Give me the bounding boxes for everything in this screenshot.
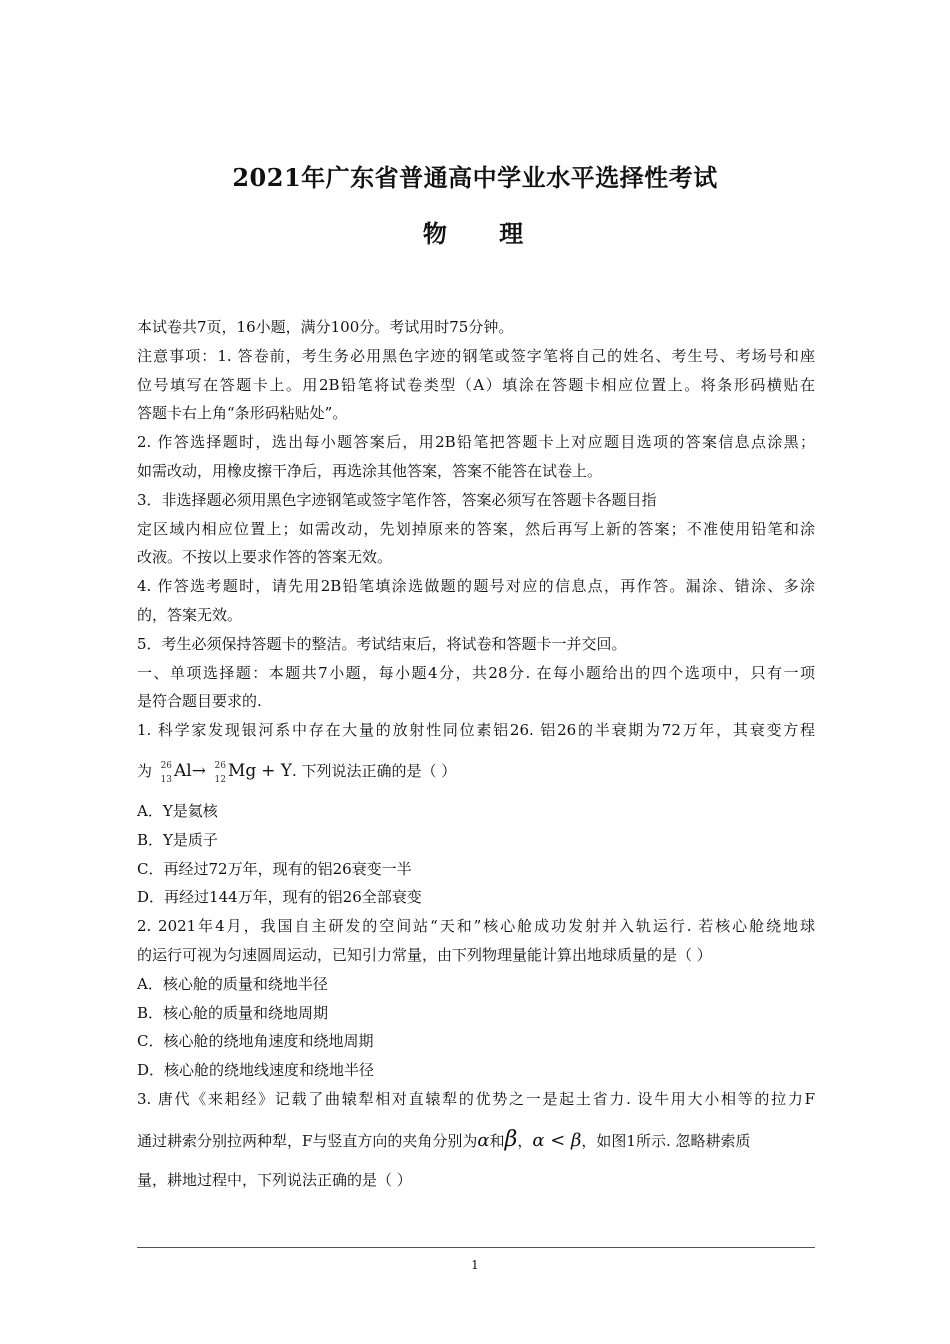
decay-arrow: → <box>191 760 206 781</box>
mg-atomic-number: 12 <box>214 774 226 785</box>
q3-comma: ， <box>517 1131 533 1150</box>
q1-stem-a: 1. 科学家发现银河系中存在大量的放射性同位素铝26. 铝26的半衰期为72万年，其衰变方程 <box>137 721 815 740</box>
q2-stem-a: 2. 2021年4月，我国自主研发的空间站“天和”核心舱成功发射并入轨运行. 若核心舱绕地球 <box>137 917 815 936</box>
q2-option-b: B．核心舱的质量和绕地周期 <box>137 1003 329 1022</box>
q3-text-3: ，如图1所示. 忽略耕索质 <box>581 1131 751 1150</box>
q1-stem-b <box>137 745 815 797</box>
page-number: 1 <box>471 1258 479 1272</box>
q3-text-2: 和 <box>489 1131 505 1150</box>
mg-symbol: Mg <box>227 760 257 781</box>
notice-3b: 定区域内相应位置上；如需改动，先划掉原来的答案，然后再写上新的答案；不准使用铅笔和涂 <box>137 519 815 538</box>
q2-stem-b: 的运行可视为匀速圆周运动，已知引力常量，由下列物理量能计算出地球质量的是（ ） <box>137 945 712 964</box>
angle-inequality: α < β <box>532 1129 582 1151</box>
al-mass-number: 26 <box>160 760 173 771</box>
q3-stem-b <box>137 1114 815 1166</box>
alpha-symbol: α <box>477 1129 490 1151</box>
al-atomic-number: 13 <box>160 774 173 785</box>
section-heading-b: 是符合题目要求的. <box>137 692 262 711</box>
notice-1b: 位号填写在答题卡上。用2B铅笔将试卷类型（A）填涂在答题卡相应位置上。将条形码横贴在 <box>137 375 815 394</box>
section-heading-a: 一、单项选择题：本题共7小题，每小题4分，共28分. 在每小题给出的四个选项中，只有一项 <box>137 663 815 682</box>
q1-suffix: . 下列说法正确的是（ ） <box>291 761 457 780</box>
al-symbol: Al <box>174 760 192 781</box>
q1-option-d: D．再经过144万年，现有的铝26全部衰变 <box>137 888 422 907</box>
q1-prefix: 为 <box>137 761 153 780</box>
notice-4a: 4. 作答选考题时，请先用2B铅笔填涂选做题的题号对应的信息点，再作答。漏涂、错涂、多涂 <box>137 577 815 596</box>
beta-symbol: β <box>504 1126 518 1152</box>
notice-1c: 答题卡右上角“条形码粘贴处”。 <box>137 404 348 423</box>
q2-option-d: D．核心舱的绕地线速度和绕地半径 <box>137 1061 375 1080</box>
notice-1a: 注意事项：1. 答卷前，考生务必用黑色字迹的钢笔或签字笔将自己的姓名、考生号、考场号和座 <box>137 346 815 365</box>
exam-body <box>137 313 815 1195</box>
subject-title: 物 理 <box>422 219 546 248</box>
notice-3c: 改液。不按以上要求作答的答案无效。 <box>137 548 393 567</box>
al-nuclide-indices <box>152 757 172 787</box>
notice-4b: 的，答案无效。 <box>137 605 243 624</box>
q1-option-a: A．Y是氦核 <box>137 801 218 820</box>
footer-divider <box>137 1247 815 1248</box>
notice-5: 5．考生必须保持答题卡的整洁。考试结束后，将试卷和答题卡一并交回。 <box>137 634 627 653</box>
mg-nuclide-indices <box>206 757 226 787</box>
intro-line: 本试卷共7页，16小题，满分100分。考试用时75分钟。 <box>137 318 514 336</box>
exam-title: 2021年广东省普通高中学业水平选择性考试 <box>232 163 718 192</box>
plus-y: + Y <box>261 760 292 781</box>
q3-stem-a: 3. 唐代《来耜经》记载了曲辕犁相对直辕犁的优势之一是起土省力. 设牛用大小相等的拉力F <box>137 1089 815 1108</box>
notice-2a: 2. 作答选择题时，选出每小题答案后，用2B铅笔把答题卡上对应题目选项的答案信息点涂黑； <box>137 433 815 452</box>
q3-stem-c: 量，耕地过程中，下列说法正确的是（ ） <box>137 1170 412 1189</box>
notice-2b: 如需改动，用橡皮擦干净后，再选涂其他答案，答案不能答在试卷上。 <box>137 461 603 480</box>
q2-option-c: C．核心舱的绕地角速度和绕地周期 <box>137 1032 374 1051</box>
q2-option-a: A．核心舱的质量和绕地半径 <box>137 974 328 993</box>
notice-3a: 3．非选择题必须用黑色字迹钢笔或签字笔作答，答案必须写在答题卡各题目指 <box>137 490 657 509</box>
q1-option-c: C．再经过72万年，现有的铝26衰变一半 <box>137 859 412 878</box>
q1-option-b: B．Y是质子 <box>137 830 218 849</box>
q3-text-1: 通过耕索分别拉两种犁，F与竖直方向的夹角分别为 <box>137 1131 478 1150</box>
mg-mass-number: 26 <box>214 760 226 771</box>
